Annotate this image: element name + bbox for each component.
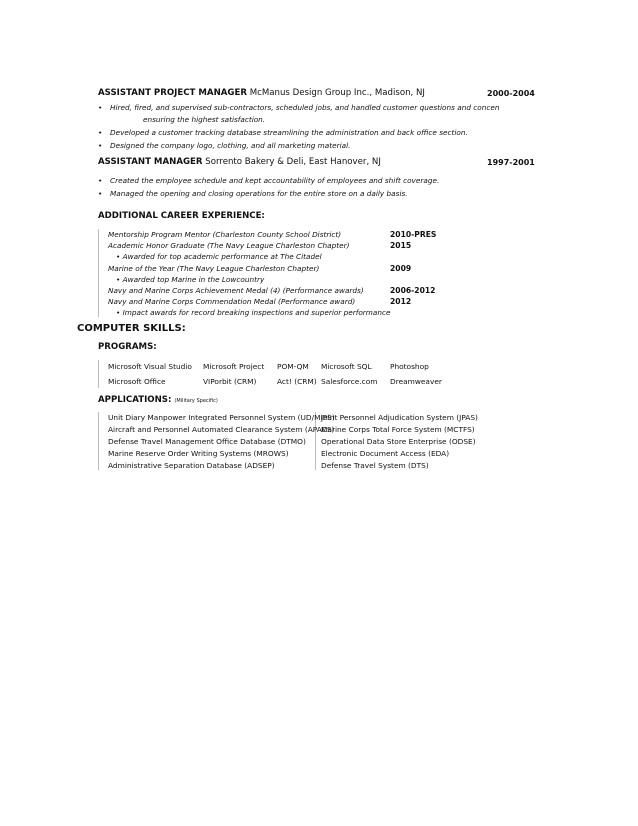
job-title: ASSISTANT MANAGER: [98, 157, 203, 167]
section-divider: [98, 229, 99, 317]
bullet-icon: •: [98, 128, 103, 137]
program-item: Microsoft Visual Studio: [108, 362, 192, 371]
program-item: Dreamweaver: [390, 377, 442, 386]
program-item: Photoshop: [390, 362, 429, 371]
application-item: Administrative Separation Database (ADSEP): [108, 461, 275, 470]
applications-heading: APPLICATIONS: (Military Specific): [98, 395, 218, 405]
application-item: Marine Reserve Order Writing Systems (MROWS): [108, 449, 289, 458]
program-item: Microsoft SQL: [321, 362, 372, 371]
experience-subitem: • Impact awards for record breaking inspections and superior performance: [116, 308, 391, 317]
job-bullet: • Designed the company logo, clothing, and all marketing material.: [98, 141, 351, 150]
section-divider: [98, 412, 99, 470]
experience-year: 2015: [390, 241, 412, 250]
application-item: Operational Data Store Enterprise (ODSE): [321, 437, 476, 446]
job-heading: [98, 88, 425, 98]
programs-heading: PROGRAMS:: [98, 342, 157, 352]
job-company: McManus Design Group Inc., Madison, NJ: [249, 88, 425, 98]
bullet-icon: •: [98, 103, 103, 112]
experience-year: 2010-PRES: [390, 230, 437, 239]
job-company: Sorrento Bakery & Deli, East Hanover, NJ: [205, 157, 381, 167]
program-item: Microsoft Office: [108, 377, 166, 386]
application-item: Aircraft and Personnel Automated Clearance System (APACS): [108, 425, 335, 434]
bullet-icon: •: [98, 141, 103, 150]
section-divider: [98, 360, 99, 388]
experience-item: Academic Honor Graduate (The Navy League Charleston Chapter): [108, 241, 350, 250]
experience-item: Navy and Marine Corps Commendation Medal (Performance award): [108, 297, 356, 306]
job-years: 1997-2001: [487, 158, 535, 167]
job-bullet: • Hired, fired, and supervised sub-contractors, scheduled jobs, and handled customer questions and concen: [98, 103, 500, 112]
program-item: Act! (CRM): [277, 377, 317, 386]
application-item: Defense Travel System (DTS): [321, 461, 429, 470]
job-years: 2000-2004: [487, 89, 535, 98]
experience-year: 2006-2012: [390, 286, 436, 295]
program-item: Salesforce.com: [321, 377, 378, 386]
job-title: ASSISTANT PROJECT MANAGER: [98, 88, 247, 98]
bullet-icon: •: [98, 176, 103, 185]
application-item: Electronic Document Access (EDA): [321, 449, 450, 458]
job-bullet: • Developed a customer tracking database streamlining the administration and back office section.: [98, 128, 468, 137]
additional-heading: ADDITIONAL CAREER EXPERIENCE:: [98, 211, 265, 221]
experience-year: 2009: [390, 264, 412, 273]
job-bullet: • Created the employee schedule and kept accountability of employees and shift coverage.: [98, 176, 440, 185]
bullet-icon: •: [98, 189, 103, 198]
experience-year: 2012: [390, 297, 412, 306]
experience-subitem: • Awarded top Marine in the Lowcountry: [116, 275, 265, 284]
experience-item: Mentorship Program Mentor (Charleston County School District): [108, 230, 342, 239]
program-item: Microsoft Project: [203, 362, 265, 371]
application-item: Joint Personnel Adjudication System (JPAS): [321, 413, 478, 422]
experience-item: Marine of the Year (The Navy League Charleston Chapter): [108, 264, 320, 273]
application-item: Marine Corps Total Force System (MCTFS): [321, 425, 475, 434]
program-item: POM-QM: [277, 362, 309, 371]
program-item: VIPorbit (CRM): [203, 377, 257, 386]
experience-item: Navy and Marine Corps Achievement Medal (4) (Performance awards): [108, 286, 364, 295]
application-item: Defense Travel Management Office Database (DTMO): [108, 437, 306, 446]
job-heading: [98, 157, 381, 167]
applications-note: (Military Specific): [174, 398, 218, 404]
job-bullet: • Managed the opening and closing operations for the entire store on a daily basis.: [98, 189, 408, 198]
computer-skills-heading: COMPUTER SKILLS:: [77, 323, 186, 334]
experience-subitem: • Awarded for top academic performance at The Citadel: [116, 252, 322, 261]
application-item: Unit Diary Manpower Integrated Personnel System (UD/MIPS): [108, 413, 335, 422]
job-bullet-continuation: ensuring the highest satisfaction.: [143, 115, 266, 124]
